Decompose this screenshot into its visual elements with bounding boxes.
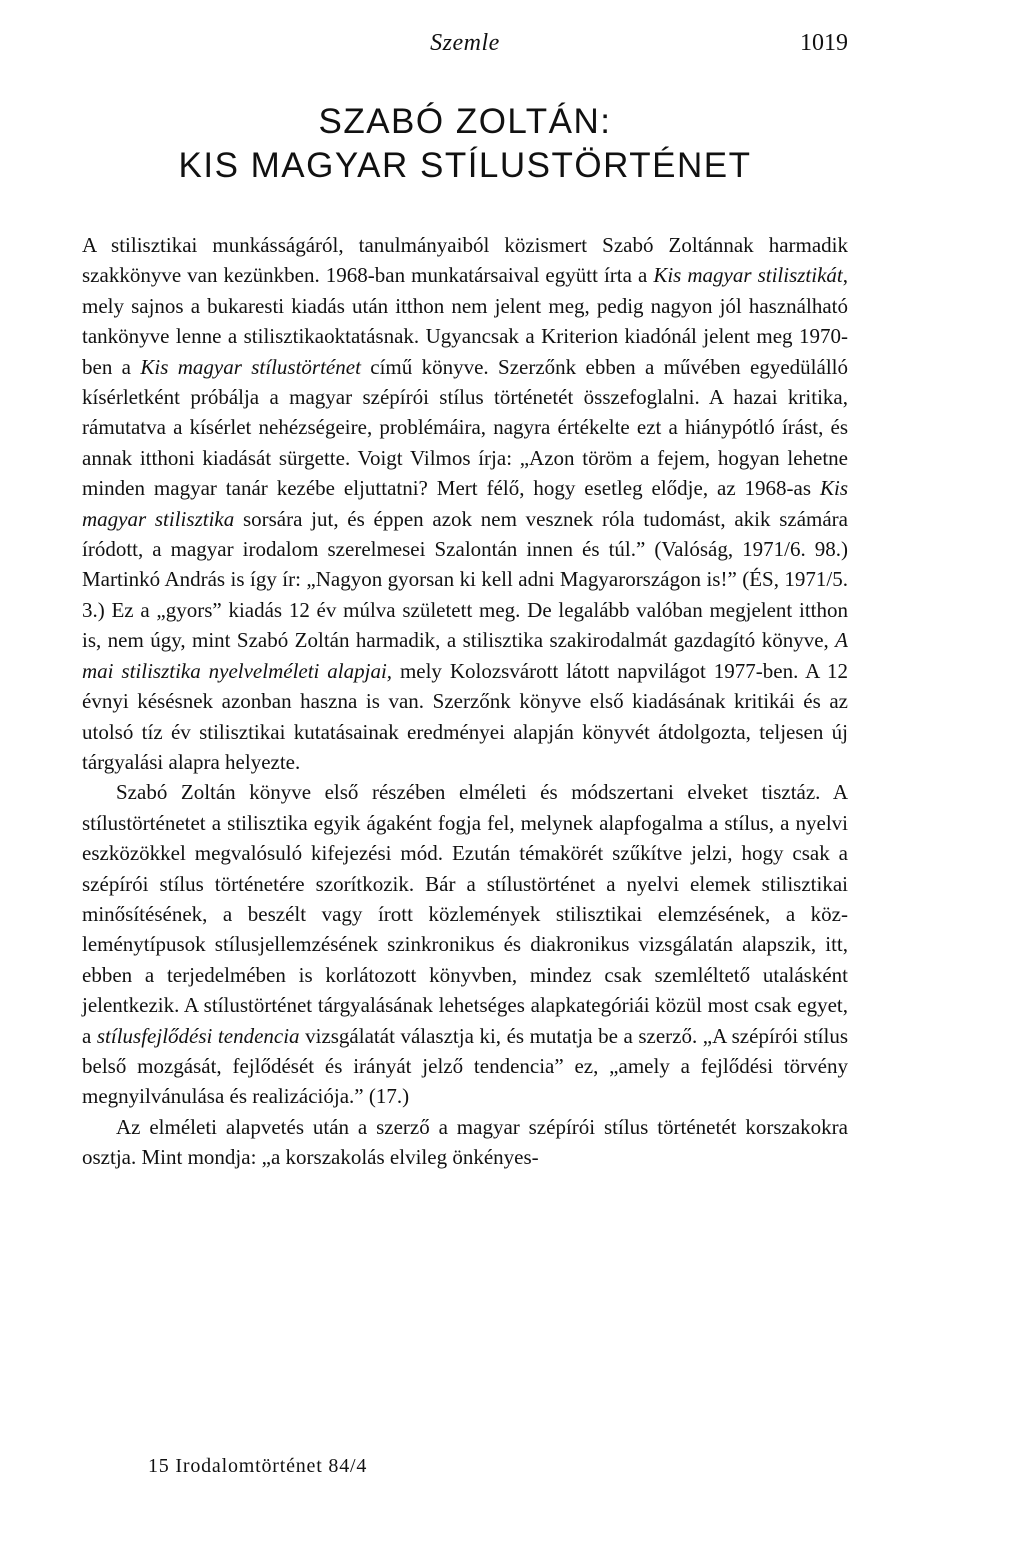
paragraph — [82, 777, 848, 1111]
page-number: 1019 — [800, 30, 848, 56]
italic-title-run: stílusfejlődési tendencia — [96, 1023, 300, 1048]
signature-mark: 15 Irodalomtörténet 84/4 — [148, 1455, 368, 1477]
paragraph — [82, 1112, 848, 1173]
italic-title-run: Kis magyar stilisztikát — [653, 263, 843, 288]
running-head — [82, 30, 848, 66]
text-run: mely Kolozsvárott látott napvilágot 1977-ben. A 12 évnyi késésnek azonban haszna is van. Szerzőnk könyve első kiadásának kritikái és az utolsó tíz év stilisztikai kutatásainak eredményei alapján könyvét átdolgozta, teljesen új tárgyalási alapra helyezte. — [82, 658, 848, 774]
paragraph — [82, 230, 848, 777]
italic-title-run: Kis magyar stílustörténet — [140, 354, 361, 379]
article-title — [82, 100, 848, 188]
text-run: című könyve. Szerzőnk ebben a művében egyedülálló kísérletként próbálja a magyar szépírói stílus történetét összefoglalni. A hazai kritika, rámutatva a kísérlet nehézségeire, problémáira, nagyra értékelte ezt a hiánypótló írást, és annak itthoni kiadását sürgette. Voigt Vilmos írja: „Azon töröm a fejem, hogyan lehetne minden magyar tanár kezébe eljuttatni? Mert félő, hogy esetleg elődje, az 1968-as — [82, 354, 848, 501]
running-title: Szemle — [430, 30, 500, 56]
article-body — [82, 230, 848, 1173]
text-run: Az elméleti alapvetés után a szerző a magyar szépírói stílus történetét korszakokra osztja. Mint mondja: „a korszakolás elvileg önkényes- — [82, 1114, 848, 1170]
italic-title-run: A mai stilisztika nyelvelméleti alapjai, — [82, 628, 848, 683]
text-run: A stilisztikai munkásságáról, tanulmányaiból közismert Szabó Zoltánnak harmadik szakkönyve van kezünkben. 1968-ban munkatársaival együtt írta a — [82, 233, 848, 288]
italic-title-run: Kis magyar stilisztika — [82, 476, 848, 531]
text-run: vizsgálatát választja ki, és mutatja be a szerző. „A szépírói stílus belső mozgását, fejlődését és irányát jelző tendencia” ez, „amely a fejlődési törvény megnyilvánulása és realizációja.” (17.) — [82, 1023, 849, 1109]
text-run: , mely sajnos a bukaresti kiadás után itthon nem jelent meg, pedig nagyon jól használható tankönyve lenne a stilisztikaoktatásnak. Ugyancsak a Kriterion kiadónál jelent meg 1970ben a — [82, 263, 848, 379]
title-work: KIS MAGYAR STÍLUSTÖRTÉNET — [178, 146, 752, 185]
text-run: sorsára jut, és éppen azok nem vesznek róla tudomást, akik számára íródott, a magyar irodalom szerelmesei Szalontán innen és túl.” (Valóság, 1971/6. 98.) Martinkó András is így ír: „Nagyon gyorsan ki kell adni Magyarországon is!” (ÉS, 1971/5. 3.) Ez a „gyors” kiadás 12 év múlva született meg. De legalább valóban megjelent itthon is, nem úgy, mint Szabó Zoltán harmadik, a stilisztika szakirodalmát gazdagító könyve, — [82, 506, 848, 653]
title-author: SZABÓ ZOLTÁN: — [318, 102, 612, 141]
text-run: Szabó Zoltán könyve első részében elméleti és módszertani elveket tisztáz. A stílustörténetet a stilisztika egyik ágaként fogja fel, melynek alapfogalma a stílus, a nyelvi eszközökkel megvalósuló kifejezési mód. Ezután témakörét szűkítve jelzi, hogy csak a szépírói stílus történetére szorítkozik. Bár a stílustörténet a nyelvi elemek stilisztikai minősítésének, a beszélt vagy írott közlemények stilisztikai elemzésének, a közleménytípusok stílusjellemzésének szinkronikus és diakronikus vizsgálatán alapszik, itt, ebben a terjedelmében is korlátozott könyvben, mindez csak szemléltető utalásként jelentkezik. A stílustörténet tárgyalásának lehetséges alapkategóriái közül most csak egyet, a — [82, 780, 848, 1048]
